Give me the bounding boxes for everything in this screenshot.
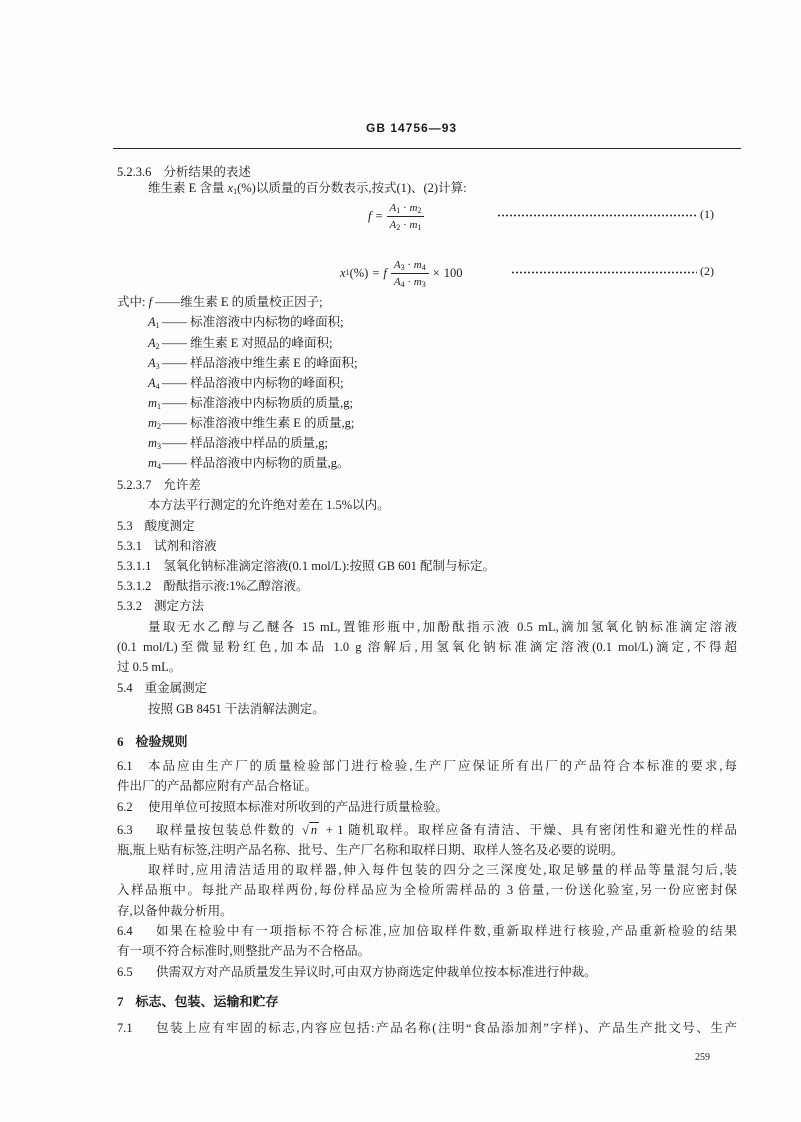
var: m — [413, 258, 422, 271]
chapter-number: 7 — [117, 994, 124, 1009]
radicand: n — [310, 823, 318, 837]
where-symbol: m — [148, 396, 158, 410]
section-number: 6.4 — [117, 924, 133, 938]
var: m — [413, 275, 422, 288]
paragraph-line: 瓶,瓶上贴有标签,注明产品名称、批号、生产厂名称和取样日期、取样人签名及必要的说明。 — [117, 843, 624, 857]
subscript: 2 — [417, 205, 422, 215]
paragraph-line: 件出厂的产品都应附有产品合格证。 — [117, 779, 318, 793]
section-5-3-1-2 — [117, 578, 309, 594]
subscript: 2 — [396, 222, 401, 232]
where-symbol: A — [148, 356, 156, 370]
section-5-2-3-6-heading — [117, 164, 251, 180]
section-number: 6.5 — [117, 965, 133, 979]
subscript: 1 — [417, 222, 422, 232]
intro-variable: x — [227, 181, 234, 195]
section-number: 5.3.1 — [117, 539, 142, 553]
where-lead-line — [117, 294, 323, 310]
where-definition: —— 样品溶液中维生素 E 的峰面积; — [162, 356, 358, 370]
paragraph-line: 入样品瓶中。每批产品取样两份,每份样品应为全检所需样品的 3 倍量,一份送化验室,另一份应密封保 — [117, 883, 737, 897]
section-number: 5.2.3.7 — [117, 478, 152, 492]
where-symbol: m — [148, 456, 158, 470]
formula-2-dot-leader — [511, 271, 697, 274]
where-item — [148, 314, 344, 330]
where-item — [148, 335, 332, 351]
formula-1-numerator — [387, 201, 425, 216]
where-symbol: m — [148, 436, 158, 450]
section-5-3-2-heading — [117, 598, 204, 614]
section-number: 5.3.1.1 — [117, 559, 152, 573]
paragraph-line: 存,以备仲裁分析用。 — [117, 904, 233, 918]
where-symbol-subscript: 4 — [157, 462, 162, 471]
section-title: 允许差 — [163, 478, 201, 492]
standard-code-header: GB 14756—93 — [366, 121, 458, 135]
where-symbol-subscript: 2 — [157, 422, 162, 431]
where-symbol-subscript: 3 — [157, 442, 162, 451]
paragraph-line: 本品应由生产厂的质量检验部门进行检验,生产厂应保证所有出厂的产品符合本标准的要求,每 — [148, 759, 737, 773]
subscript: 4 — [400, 279, 405, 289]
var: A — [389, 218, 397, 231]
paragraph-line: 使用单位可按照本标准对所收到的产品进行质量检验。 — [148, 800, 449, 814]
formula-2-times: × — [432, 265, 440, 280]
var: A — [389, 201, 397, 214]
section-5-3-heading — [117, 518, 195, 534]
chapter-7-heading — [117, 994, 279, 1010]
line-text: 取样量按包装总件数的 — [156, 823, 296, 837]
paragraph-line: 包装上应有牢固的标志,内容应包括:产品名称(注明“食品添加剂”字样)、产品生产批文号、生产 — [156, 1021, 737, 1035]
formula-2-equals: = — [372, 265, 380, 280]
where-definition: —— 标准溶液中内标物质的质量,g; — [162, 396, 353, 410]
where-symbol: A — [148, 376, 156, 390]
radical-sign: √ — [301, 823, 309, 837]
page-number: 259 — [695, 1052, 710, 1063]
section-number: 6.1 — [117, 759, 133, 773]
where-item — [148, 435, 328, 451]
section-text: 酚酞指示液:1%乙醇溶液。 — [163, 579, 309, 593]
where-definition: —— 样品溶液中内标物的质量,g。 — [162, 456, 350, 470]
chapter-number: 6 — [117, 734, 124, 749]
section-title: 分析结果的表述 — [163, 165, 251, 179]
formula-2-lhs-unit: (%) — [349, 265, 369, 280]
intro-text: 维生素 E 含量 — [148, 181, 228, 195]
where-item — [148, 395, 353, 411]
where-definition: —— 标准溶液中内标物的峰面积; — [162, 315, 344, 329]
where-symbol: f — [148, 295, 153, 309]
chapter-title: 标志、包装、运输和贮存 — [135, 994, 279, 1009]
subscript: 3 — [400, 262, 405, 272]
intro-variable-subscript: 1 — [233, 187, 238, 196]
where-definition: —— 样品溶液中内标物的峰面积; — [162, 376, 344, 390]
section-number: 5.3 — [117, 519, 133, 533]
where-symbol-subscript: 2 — [155, 342, 160, 351]
intro-text-tail: (%)以质量的百分数表示,按式(1)、(2)计算: — [237, 181, 467, 195]
formula-1-dot-leader — [497, 214, 697, 217]
section-5-4-body: 按照 GB 8451 干法消解法测定。 — [148, 702, 325, 716]
where-symbol-subscript: 4 — [155, 382, 160, 391]
paragraph-line: 供需双方对产品质量发生异议时,可由双方协商选定仲裁单位按本标准进行仲裁。 — [156, 965, 597, 979]
where-definition: ——维生素 E 的质量校正因子; — [155, 295, 323, 309]
section-number: 6.2 — [117, 800, 133, 814]
formula-1-lhs: f — [368, 208, 372, 223]
section-title: 试剂和溶液 — [154, 539, 217, 553]
where-lead: 式中: — [117, 295, 146, 309]
formula-2: x 1 (%) = f $\frac{A_3 \cdot m_4}{A_4 \cdot m_3}$ × 100 — [340, 258, 463, 289]
where-symbol: A — [148, 315, 156, 329]
section-5-2-3-7-heading — [117, 477, 201, 493]
paragraph-line: 取样时,应用清洁适用的取样器,伸入每件包装的四分之三深度处,取足够量的样品等量混匀后,装 — [148, 863, 737, 877]
section-title: 酸度测定 — [144, 519, 195, 533]
section-number: 5.3.2 — [117, 599, 142, 613]
section-5-4-heading — [117, 680, 207, 696]
where-item — [148, 375, 344, 391]
var: m — [409, 218, 418, 231]
formula-2-lhs: x — [340, 265, 346, 280]
section-number: 7.1 — [117, 1021, 133, 1035]
formula-2-numerator — [391, 258, 429, 273]
paragraph-line: 如果在检验中有一项指标不符合标准,应加倍取样件数,重新取样进行核验,产品重新检验的结果 — [156, 924, 737, 938]
section-number: 6.3 — [117, 823, 133, 837]
where-symbol: A — [148, 336, 156, 350]
section-5-3-1-1 — [117, 558, 495, 574]
paragraph-line — [156, 822, 737, 838]
var: A — [393, 275, 401, 288]
multiply-dot: · — [403, 218, 407, 231]
var: m — [409, 201, 418, 214]
formula-1-denominator — [387, 216, 425, 232]
where-definition: —— 维生素 E 对照品的峰面积; — [162, 336, 333, 350]
subscript: 3 — [421, 279, 426, 289]
paragraph-line: 有一项不符合标准时,则整批产品为不合格品。 — [117, 944, 371, 958]
formula-1-equals: = — [375, 208, 383, 223]
paragraph-line: 过 0.5 mL。 — [117, 660, 182, 674]
formula-2-hundred: 100 — [443, 265, 463, 280]
multiply-dot: · — [407, 258, 412, 271]
formula-2-factor: f — [383, 265, 387, 280]
chapter-6-heading — [117, 734, 188, 750]
var: A — [393, 258, 401, 271]
multiply-dot: · — [403, 201, 407, 214]
paragraph-line: 量取无水乙醇与乙醚各 15 mL,置锥形瓶中,加酚酞指示液 0.5 mL,滴加氢氧化钠标准滴定溶液 — [148, 620, 737, 634]
where-symbol-subscript: 1 — [155, 321, 160, 330]
subscript: 1 — [396, 205, 401, 215]
formula-1 — [368, 197, 428, 235]
header-rule — [113, 148, 741, 149]
section-5-2-3-6-intro — [148, 180, 467, 196]
section-number: 5.4 — [117, 681, 133, 695]
section-number: 5.2.3.6 — [117, 165, 152, 179]
subscript: 4 — [421, 262, 426, 272]
formula-1-number: (1) — [700, 207, 714, 221]
where-symbol: m — [148, 416, 158, 430]
section-number: 5.3.1.2 — [117, 579, 152, 593]
section-5-3-1-heading — [117, 538, 217, 554]
multiply-dot: · — [407, 275, 412, 288]
line-text: + 1 随机取样。取样应备有清洁、干燥、具有密闭性和避光性的样品 — [325, 823, 738, 837]
where-item — [148, 355, 357, 371]
where-symbol-subscript: 3 — [155, 362, 160, 371]
formula-1-fraction — [387, 201, 425, 232]
section-5-2-3-7-body: 本方法平行测定的允许绝对差在 1.5%以内。 — [148, 498, 390, 512]
formula-2-fraction — [391, 258, 429, 289]
where-definition: —— 样品溶液中样品的质量,g; — [162, 436, 328, 450]
formula-2-denominator — [391, 273, 429, 289]
section-title: 重金属测定 — [144, 681, 208, 695]
section-title: 测定方法 — [154, 599, 205, 613]
where-item — [148, 415, 354, 431]
where-symbol-subscript: 1 — [157, 402, 162, 411]
where-item — [148, 455, 350, 471]
section-text: 氢氧化钠标准滴定溶液(0.1 mol/L):按照 GB 601 配制与标定。 — [163, 559, 495, 573]
square-root-expression — [302, 822, 319, 838]
where-definition: —— 标准溶液中维生素 E 的质量,g; — [162, 416, 355, 430]
chapter-title: 检验规则 — [135, 734, 188, 749]
paragraph-line: (0.1 mol/L)至微显粉红色,加本品 1.0 g 溶解后,用氢氧化钠标准滴定溶液(0.1 mol/L)滴定,不得超 — [117, 640, 737, 654]
formula-2-number: (2) — [700, 264, 714, 278]
